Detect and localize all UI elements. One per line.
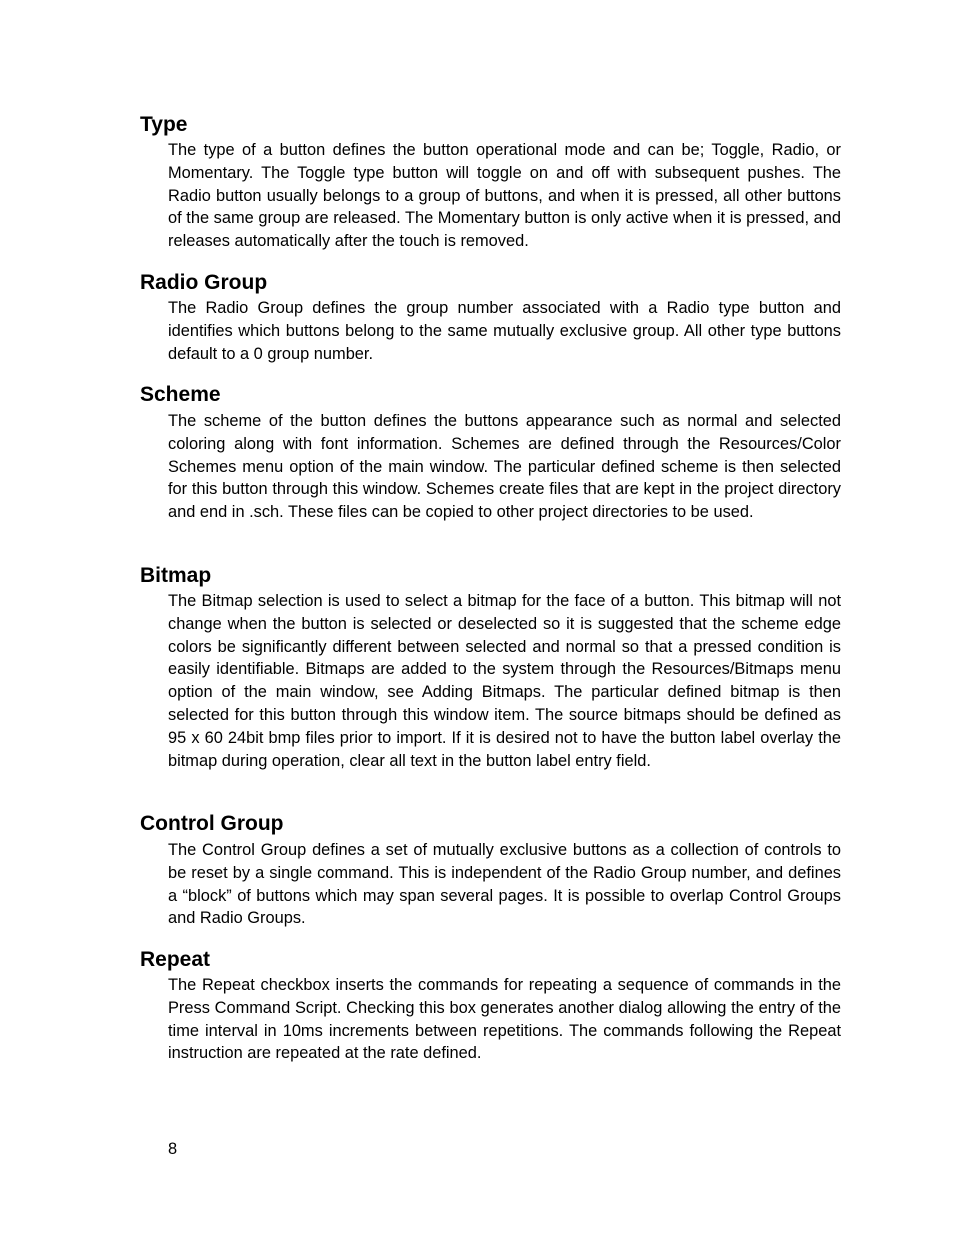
section-body-radio-group: The Radio Group defines the group number associated with a Radio type button and identifies which buttons belong to the same mutually exclusive group. All other type buttons default to a 0 group number. [168,299,841,363]
section-heading-control-group: Control Group [140,812,284,835]
section-body-scheme: The scheme of the button defines the buttons appearance such as normal and selected coloring along with font information. Schemes are defined through the Resources/Color Schemes menu option of the main window. The particular defined scheme is then selected for this button through this window. Schemes create files that are kept in the project directory and end in .sch. These files can be copied to other project directories to be used. [168,412,841,522]
section-heading-radio-group: Radio Group [140,271,268,294]
section-body-type: The type of a button defines the button operational mode and can be; Toggle, Radio, or Momentary. The Toggle type button will toggle on and off with subsequent pushes. The Radio button usually belongs to a group of buttons, and when it is pressed, all other buttons of the same group are released. The Momentary button is only active when it is pressed, and releases automatically after the touch is removed. [168,141,841,251]
section-heading-scheme: Scheme [140,383,221,406]
section-body-bitmap: The Bitmap selection is used to select a bitmap for the face of a button. This bitmap will not change when the button is selected or deselected so it is suggested that the scheme edge colors be significantly different between selected and normal so that a pressed condition is easily identifiable. Bitmaps are added to the system through the Resources/Bitmaps menu option of the main window, see Adding Bitmaps. The particular defined bitmap is then selected for this button through this window item. The source bitmaps should be defined as 95 x 60 24bit bmp files prior to import. If it is desired not to have the button label overlay the bitmap during operation, clear all text in the button label entry field. [168,592,841,770]
section-heading-bitmap: Bitmap [140,564,212,587]
section-body-repeat: The Repeat checkbox inserts the commands for repeating a sequence of commands in the Press Command Script. Checking this box generates another dialog allowing the entry of the time interval in 10ms increments between repetitions. The commands following the Repeat instruction are repeated at the rate defined. [168,976,841,1063]
section-heading-type: Type [140,113,188,136]
section-heading-repeat: Repeat [140,948,211,971]
section-body-control-group: The Control Group defines a set of mutually exclusive buttons as a collection of controls to be reset by a single command. This is independent of the Radio Group number, and defines a “block” of buttons which may span several pages. It is possible to overlap Control Groups and Radio Groups. [168,841,841,928]
page-number: 8 [168,1140,178,1158]
